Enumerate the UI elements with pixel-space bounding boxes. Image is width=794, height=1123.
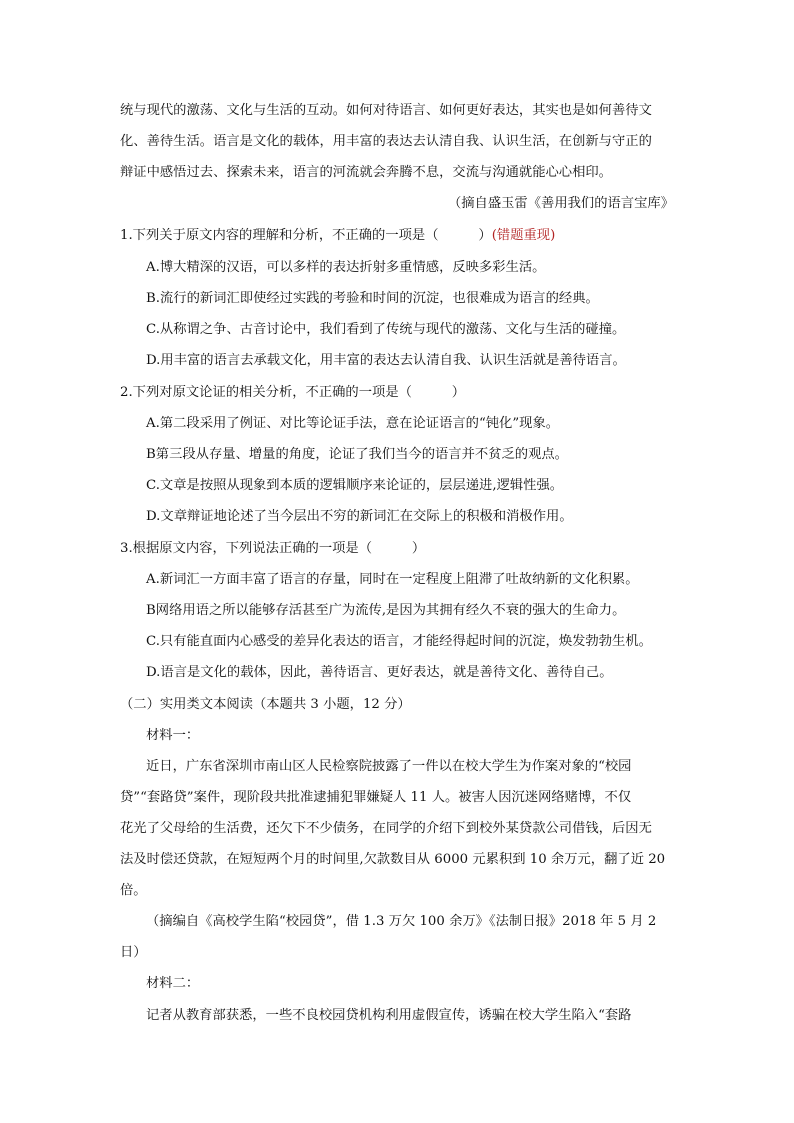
question-2-option-b: B第三段从存量、增量的角度，论证了我们当今的语言并不贫乏的观点。 [146,447,568,462]
question-3-option-b: B网络用语之所以能够存活甚至广为流传,是因为其拥有经久不衰的强大的生命力。 [146,603,626,618]
material-1-line-3: 花光了父母给的生活费，还欠下不少债务，在同学的介绍下到校外某贷款公司借钱，后因无 [120,821,652,836]
question-2-option-a: A.第二段采用了例证、对比等论证手法，意在论证语言的“钝化”现象。 [146,416,560,431]
error-review-tag: (错题重现) [491,228,556,243]
material-1-line-4: 法及时偿还贷款，在短短两个月的时间里,欠款数目从 6000 元累积到 10 余万元，翻了近 20 [120,852,666,867]
question-3-option-c: C.只有能直面内心感受的差异化表达的语言，才能经得起时间的沉淀，焕发勃勃生机。 [146,634,652,649]
question-1-option-a: A.博大精深的汉语，可以多样的表达折射多重情感，反映多彩生活。 [146,260,546,275]
question-3-option-a: A.新词汇一方面丰富了语言的存量，同时在一定程度上阻滞了吐故纳新的文化积累。 [146,572,639,587]
material-1-line-1: 近日，广东省深圳市南山区人民检察院披露了一件以在校大学生为作案对象的“校园 [146,759,632,774]
question-1-option-b: B.流行的新词汇即使经过实践的考验和时间的沉淀，也很难成为语言的经典。 [146,291,599,306]
question-2-option-c: C.文章是按照从现象到本质的逻辑顺序来论证的，层层递进,逻辑性强。 [146,478,564,493]
question-2-option-d: D.文章辩证地论述了当今层出不穷的新词汇在交际上的积极和消极作用。 [146,509,573,524]
question-1-option-d: D.用丰富的语言去承载文化，用丰富的表达去认清自我、认识生活就是善待语言。 [146,353,626,368]
passage-line-3: 辩证中感悟过去、探索未来，语言的河流就会奔腾不息，交流与沟通就能心心相印。 [120,165,612,180]
question-1-stem [120,226,555,246]
material-1-label: 材料一： [146,728,200,743]
question-1-text: 1.下列关于原文内容的理解和分析，不正确的一项是（ ） [120,228,492,243]
question-1-option-c: C.从称谓之争、古音讨论中，我们看到了传统与现代的激荡、文化与生活的碰撞。 [146,322,626,337]
question-2-stem: 2.下列对原文论证的相关分析，不正确的一项是（ ） [120,385,466,400]
passage-source: （摘自盛玉雷《善用我们的语言宝库》 [447,196,674,211]
material-2-line-1: 记者从教育部获悉，一些不良校园贷机构利用虚假宣传，诱骗在校大学生陷入“套路 [146,1008,632,1023]
material-2-label: 材料二： [146,976,200,991]
question-3-stem: 3.根据原文内容，下列说法正确的一项是（ ） [120,541,426,556]
passage-line-2: 化、善待生活。语言是文化的载体，用丰富的表达去认清自我、认识生活，在创新与守正的 [120,134,652,149]
section-2-heading: （二）实用类文本阅读（本题共 3 小题，12 分） [120,697,411,712]
material-1-source-line-1: （摘编自《高校学生陷“校园贷”，借 1.3 万欠 100 余万》《法制日报》2018 年 5 月 2 [146,914,657,929]
material-1-line-2: 贷”“套路贷”案件，现阶段共批准逮捕犯罪嫌疑人 11 人。被害人因沉迷网络赌博，不仅 [120,790,632,805]
material-1-source-line-2: 日） [120,945,147,960]
question-3-option-d: D.语言是文化的载体，因此，善待语言、更好表达，就是善待文化、善待自己。 [146,665,613,680]
passage-line-1: 统与现代的激荡、文化与生活的互动。如何对待语言、如何更好表达，其实也是如何善待文 [120,103,652,118]
material-1-line-5: 倍。 [120,883,147,898]
